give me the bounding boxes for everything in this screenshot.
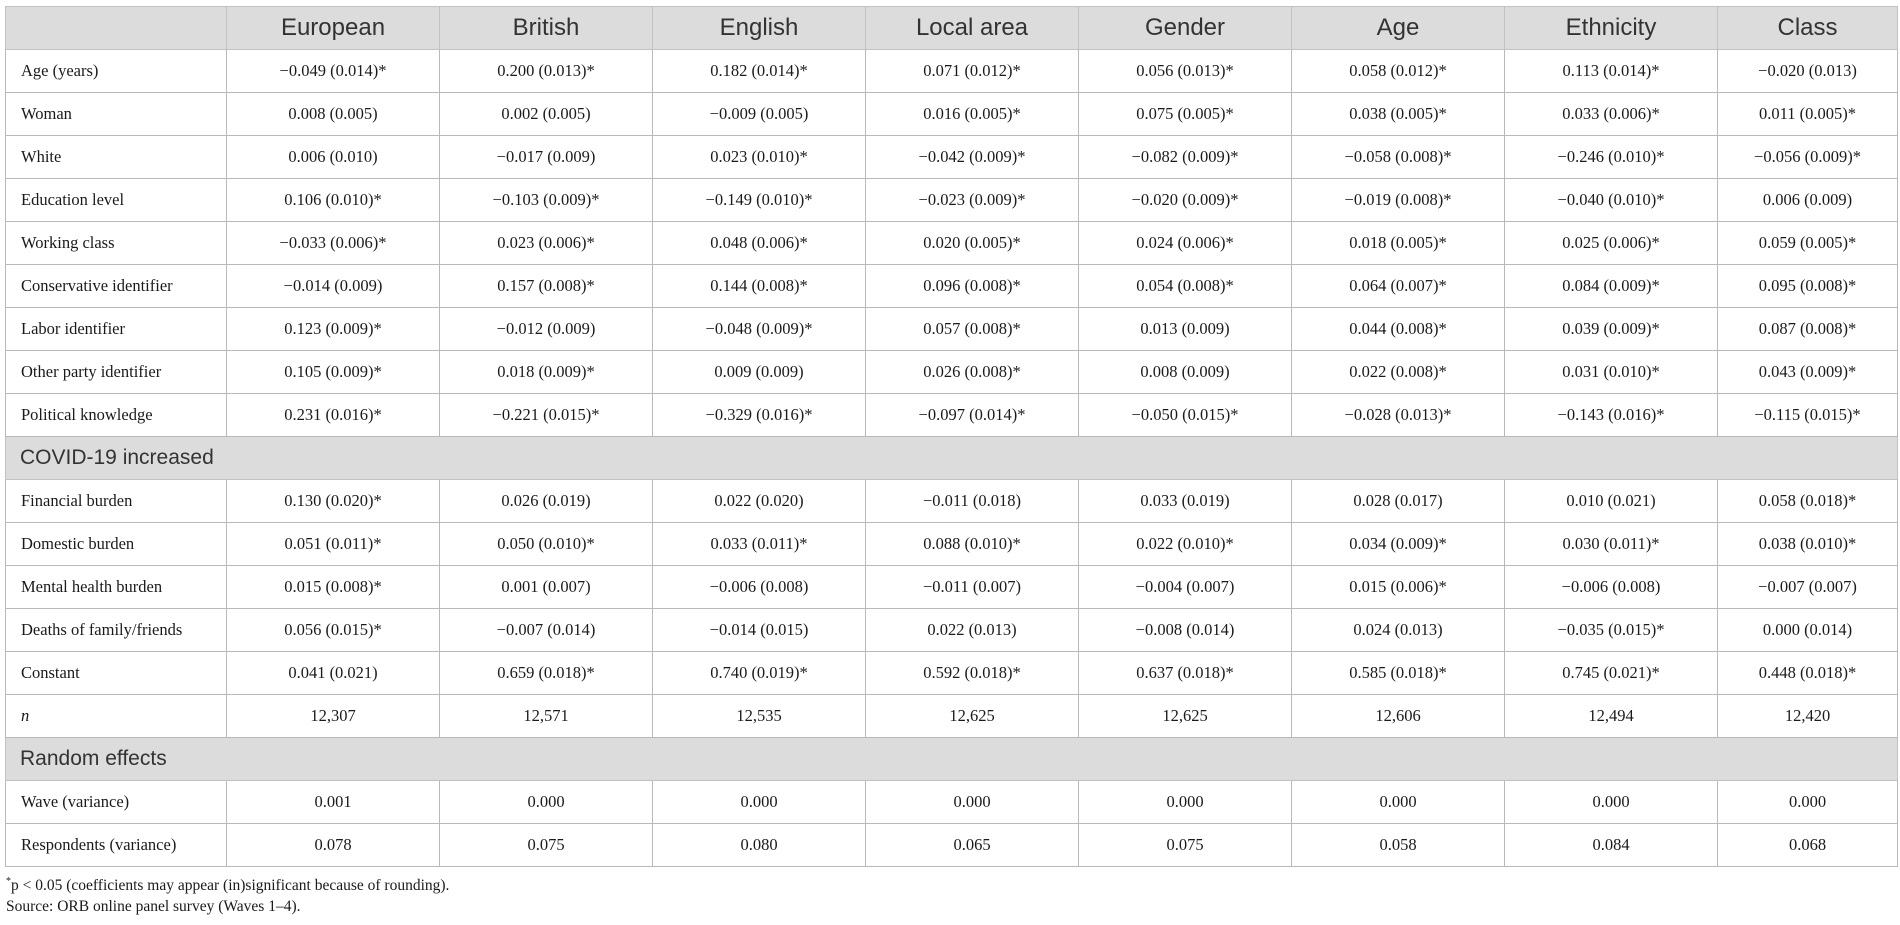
table-row bbox=[6, 179, 1898, 222]
table-cell: 0.058 bbox=[1292, 824, 1505, 867]
table-cell: 0.011 (0.005)* bbox=[1718, 93, 1898, 136]
table-cell: 0.740 (0.019)* bbox=[653, 652, 866, 695]
significance-text: p < 0.05 (coefficients may appear (in)significant because of rounding). bbox=[11, 877, 450, 894]
table-row bbox=[6, 136, 1898, 179]
table-row bbox=[6, 781, 1898, 824]
table-cell: −0.028 (0.013)* bbox=[1292, 394, 1505, 437]
table-cell: 0.006 (0.010) bbox=[227, 136, 440, 179]
table-cell: 12,606 bbox=[1292, 695, 1505, 738]
table-row bbox=[6, 394, 1898, 437]
table-cell: −0.007 (0.007) bbox=[1718, 566, 1898, 609]
table-cell: 0.054 (0.008)* bbox=[1079, 265, 1292, 308]
table-cell: 0.659 (0.018)* bbox=[440, 652, 653, 695]
table-cell: −0.115 (0.015)* bbox=[1718, 394, 1898, 437]
table-cell: −0.017 (0.009) bbox=[440, 136, 653, 179]
table-cell: 0.745 (0.021)* bbox=[1505, 652, 1718, 695]
table-cell: −0.048 (0.009)* bbox=[653, 308, 866, 351]
row-label: Constant bbox=[6, 652, 227, 695]
table-cell: 0.018 (0.009)* bbox=[440, 351, 653, 394]
table-row bbox=[6, 265, 1898, 308]
table-cell: 0.022 (0.020) bbox=[653, 480, 866, 523]
table-cell: 12,535 bbox=[653, 695, 866, 738]
row-label: Wave (variance) bbox=[6, 781, 227, 824]
table-cell: 0.039 (0.009)* bbox=[1505, 308, 1718, 351]
table-cell: 0.113 (0.014)* bbox=[1505, 50, 1718, 93]
table-cell: 0.000 bbox=[653, 781, 866, 824]
row-label: Education level bbox=[6, 179, 227, 222]
table-cell: 0.057 (0.008)* bbox=[866, 308, 1079, 351]
table-cell: 0.022 (0.008)* bbox=[1292, 351, 1505, 394]
table-cell: −0.007 (0.014) bbox=[440, 609, 653, 652]
table-cell: 0.448 (0.018)* bbox=[1718, 652, 1898, 695]
table-cell: 12,494 bbox=[1505, 695, 1718, 738]
table-cell: −0.011 (0.007) bbox=[866, 566, 1079, 609]
table-cell: 12,571 bbox=[440, 695, 653, 738]
table-cell: −0.014 (0.015) bbox=[653, 609, 866, 652]
table-cell: 0.018 (0.005)* bbox=[1292, 222, 1505, 265]
table-cell: 0.000 bbox=[866, 781, 1079, 824]
table-cell: 0.078 bbox=[227, 824, 440, 867]
table-cell: 0.044 (0.008)* bbox=[1292, 308, 1505, 351]
table-cell: −0.246 (0.010)* bbox=[1505, 136, 1718, 179]
table-cell: 0.000 bbox=[1718, 781, 1898, 824]
table-cell: 0.075 bbox=[1079, 824, 1292, 867]
table-cell: 0.023 (0.010)* bbox=[653, 136, 866, 179]
significance-note bbox=[6, 875, 449, 896]
table-cell: 0.075 (0.005)* bbox=[1079, 93, 1292, 136]
header-corner-cell bbox=[6, 7, 227, 50]
table-cell: 0.000 bbox=[1079, 781, 1292, 824]
column-header: Class bbox=[1718, 7, 1898, 50]
table-cell: −0.103 (0.009)* bbox=[440, 179, 653, 222]
table-cell: 0.001 bbox=[227, 781, 440, 824]
table-cell: 0.002 (0.005) bbox=[440, 93, 653, 136]
table-cell: 0.064 (0.007)* bbox=[1292, 265, 1505, 308]
table-cell: −0.056 (0.009)* bbox=[1718, 136, 1898, 179]
row-label: Conservative identifier bbox=[6, 265, 227, 308]
table-cell: −0.082 (0.009)* bbox=[1079, 136, 1292, 179]
table-cell: 0.023 (0.006)* bbox=[440, 222, 653, 265]
table-cell: 0.123 (0.009)* bbox=[227, 308, 440, 351]
column-header: English bbox=[653, 7, 866, 50]
table-cell: 0.068 bbox=[1718, 824, 1898, 867]
table-cell: −0.014 (0.009) bbox=[227, 265, 440, 308]
table-cell: 0.016 (0.005)* bbox=[866, 93, 1079, 136]
table-cell: 0.157 (0.008)* bbox=[440, 265, 653, 308]
table-cell: 0.009 (0.009) bbox=[653, 351, 866, 394]
table-cell: 0.084 bbox=[1505, 824, 1718, 867]
table-cell: −0.143 (0.016)* bbox=[1505, 394, 1718, 437]
table-cell: 0.033 (0.011)* bbox=[653, 523, 866, 566]
row-label: Domestic burden bbox=[6, 523, 227, 566]
section-header: COVID-19 increased bbox=[6, 437, 1898, 480]
table-cell: 0.200 (0.013)* bbox=[440, 50, 653, 93]
table-cell: 0.050 (0.010)* bbox=[440, 523, 653, 566]
table-row bbox=[6, 308, 1898, 351]
table-cell: 0.001 (0.007) bbox=[440, 566, 653, 609]
table-row bbox=[6, 824, 1898, 867]
table-cell: 12,625 bbox=[1079, 695, 1292, 738]
table-body bbox=[6, 50, 1898, 867]
table-cell: 0.034 (0.009)* bbox=[1292, 523, 1505, 566]
table-cell: 0.006 (0.009) bbox=[1718, 179, 1898, 222]
table-cell: 0.031 (0.010)* bbox=[1505, 351, 1718, 394]
column-header: European bbox=[227, 7, 440, 50]
table-cell: 0.059 (0.005)* bbox=[1718, 222, 1898, 265]
table-container bbox=[5, 6, 1897, 867]
table-cell: 0.096 (0.008)* bbox=[866, 265, 1079, 308]
table-cell: 0.038 (0.005)* bbox=[1292, 93, 1505, 136]
section-header-row bbox=[6, 738, 1898, 781]
table-cell: −0.009 (0.005) bbox=[653, 93, 866, 136]
header-row bbox=[6, 7, 1898, 50]
table-cell: 0.013 (0.009) bbox=[1079, 308, 1292, 351]
table-cell: 0.022 (0.010)* bbox=[1079, 523, 1292, 566]
table-notes bbox=[6, 875, 449, 917]
table-row bbox=[6, 652, 1898, 695]
table-cell: −0.035 (0.015)* bbox=[1505, 609, 1718, 652]
table-cell: 0.080 bbox=[653, 824, 866, 867]
table-cell: 0.051 (0.011)* bbox=[227, 523, 440, 566]
column-header: Ethnicity bbox=[1505, 7, 1718, 50]
table-cell: −0.023 (0.009)* bbox=[866, 179, 1079, 222]
table-cell: −0.020 (0.013) bbox=[1718, 50, 1898, 93]
table-cell: −0.049 (0.014)* bbox=[227, 50, 440, 93]
table-row bbox=[6, 695, 1898, 738]
table-cell: 0.000 bbox=[1292, 781, 1505, 824]
table-cell: −0.008 (0.014) bbox=[1079, 609, 1292, 652]
table-cell: 0.095 (0.008)* bbox=[1718, 265, 1898, 308]
table-cell: 0.043 (0.009)* bbox=[1718, 351, 1898, 394]
table-cell: −0.040 (0.010)* bbox=[1505, 179, 1718, 222]
table-cell: 0.106 (0.010)* bbox=[227, 179, 440, 222]
table-row bbox=[6, 222, 1898, 265]
table-cell: 0.024 (0.006)* bbox=[1079, 222, 1292, 265]
row-label: Age (years) bbox=[6, 50, 227, 93]
table-cell: −0.006 (0.008) bbox=[1505, 566, 1718, 609]
table-cell: 12,625 bbox=[866, 695, 1079, 738]
table-cell: 0.010 (0.021) bbox=[1505, 480, 1718, 523]
table-row bbox=[6, 50, 1898, 93]
table-cell: 0.637 (0.018)* bbox=[1079, 652, 1292, 695]
table-cell: 0.056 (0.015)* bbox=[227, 609, 440, 652]
table-cell: 0.058 (0.012)* bbox=[1292, 50, 1505, 93]
table-cell: 0.130 (0.020)* bbox=[227, 480, 440, 523]
table-cell: 0.038 (0.010)* bbox=[1718, 523, 1898, 566]
table-cell: −0.050 (0.015)* bbox=[1079, 394, 1292, 437]
table-cell: 0.008 (0.009) bbox=[1079, 351, 1292, 394]
table-cell: 0.000 (0.014) bbox=[1718, 609, 1898, 652]
table-cell: 0.105 (0.009)* bbox=[227, 351, 440, 394]
table-row bbox=[6, 351, 1898, 394]
table-cell: −0.019 (0.008)* bbox=[1292, 179, 1505, 222]
table-cell: −0.012 (0.009) bbox=[440, 308, 653, 351]
row-label: Other party identifier bbox=[6, 351, 227, 394]
table-cell: −0.006 (0.008) bbox=[653, 566, 866, 609]
table-cell: 12,420 bbox=[1718, 695, 1898, 738]
table-cell: 0.008 (0.005) bbox=[227, 93, 440, 136]
table-cell: 0.058 (0.018)* bbox=[1718, 480, 1898, 523]
table-cell: −0.011 (0.018) bbox=[866, 480, 1079, 523]
table-cell: −0.020 (0.009)* bbox=[1079, 179, 1292, 222]
section-header-row bbox=[6, 437, 1898, 480]
row-label: Labor identifier bbox=[6, 308, 227, 351]
table-cell: −0.221 (0.015)* bbox=[440, 394, 653, 437]
table-cell: 0.024 (0.013) bbox=[1292, 609, 1505, 652]
table-cell: 0.592 (0.018)* bbox=[866, 652, 1079, 695]
table-cell: 0.048 (0.006)* bbox=[653, 222, 866, 265]
row-label: n bbox=[6, 695, 227, 738]
column-header: British bbox=[440, 7, 653, 50]
column-header: Gender bbox=[1079, 7, 1292, 50]
table-cell: 0.000 bbox=[1505, 781, 1718, 824]
table-row bbox=[6, 609, 1898, 652]
row-label: Working class bbox=[6, 222, 227, 265]
table-cell: 0.065 bbox=[866, 824, 1079, 867]
table-cell: 0.084 (0.009)* bbox=[1505, 265, 1718, 308]
row-label: White bbox=[6, 136, 227, 179]
table-cell: 0.075 bbox=[440, 824, 653, 867]
column-header: Age bbox=[1292, 7, 1505, 50]
table-cell: 12,307 bbox=[227, 695, 440, 738]
table-cell: −0.004 (0.007) bbox=[1079, 566, 1292, 609]
table-cell: −0.058 (0.008)* bbox=[1292, 136, 1505, 179]
table-cell: −0.042 (0.009)* bbox=[866, 136, 1079, 179]
row-label: Respondents (variance) bbox=[6, 824, 227, 867]
table-cell: −0.149 (0.010)* bbox=[653, 179, 866, 222]
row-label: Woman bbox=[6, 93, 227, 136]
column-header: Local area bbox=[866, 7, 1079, 50]
table-cell: 0.088 (0.010)* bbox=[866, 523, 1079, 566]
table-cell: 0.231 (0.016)* bbox=[227, 394, 440, 437]
table-cell: 0.015 (0.006)* bbox=[1292, 566, 1505, 609]
table-cell: 0.028 (0.017) bbox=[1292, 480, 1505, 523]
table-cell: 0.025 (0.006)* bbox=[1505, 222, 1718, 265]
table-row bbox=[6, 523, 1898, 566]
table-row bbox=[6, 566, 1898, 609]
row-label: Financial burden bbox=[6, 480, 227, 523]
regression-table bbox=[5, 6, 1898, 867]
table-cell: −0.329 (0.016)* bbox=[653, 394, 866, 437]
table-cell: 0.022 (0.013) bbox=[866, 609, 1079, 652]
table-cell: 0.026 (0.008)* bbox=[866, 351, 1079, 394]
significance-marker: * bbox=[6, 875, 11, 887]
section-header: Random effects bbox=[6, 738, 1898, 781]
table-cell: 0.144 (0.008)* bbox=[653, 265, 866, 308]
table-cell: 0.033 (0.019) bbox=[1079, 480, 1292, 523]
source-note: Source: ORB online panel survey (Waves 1–4). bbox=[6, 898, 301, 915]
table-cell: 0.087 (0.008)* bbox=[1718, 308, 1898, 351]
table-cell: 0.020 (0.005)* bbox=[866, 222, 1079, 265]
table-cell: 0.041 (0.021) bbox=[227, 652, 440, 695]
table-cell: 0.030 (0.011)* bbox=[1505, 523, 1718, 566]
table-cell: 0.015 (0.008)* bbox=[227, 566, 440, 609]
table-cell: −0.033 (0.006)* bbox=[227, 222, 440, 265]
table-cell: 0.182 (0.014)* bbox=[653, 50, 866, 93]
table-cell: 0.000 bbox=[440, 781, 653, 824]
table-cell: −0.097 (0.014)* bbox=[866, 394, 1079, 437]
table-cell: 0.056 (0.013)* bbox=[1079, 50, 1292, 93]
table-cell: 0.033 (0.006)* bbox=[1505, 93, 1718, 136]
table-cell: 0.026 (0.019) bbox=[440, 480, 653, 523]
row-label: Mental health burden bbox=[6, 566, 227, 609]
row-label: Political knowledge bbox=[6, 394, 227, 437]
table-row bbox=[6, 93, 1898, 136]
table-row bbox=[6, 480, 1898, 523]
table-cell: 0.071 (0.012)* bbox=[866, 50, 1079, 93]
row-label: Deaths of family/friends bbox=[6, 609, 227, 652]
table-cell: 0.585 (0.018)* bbox=[1292, 652, 1505, 695]
